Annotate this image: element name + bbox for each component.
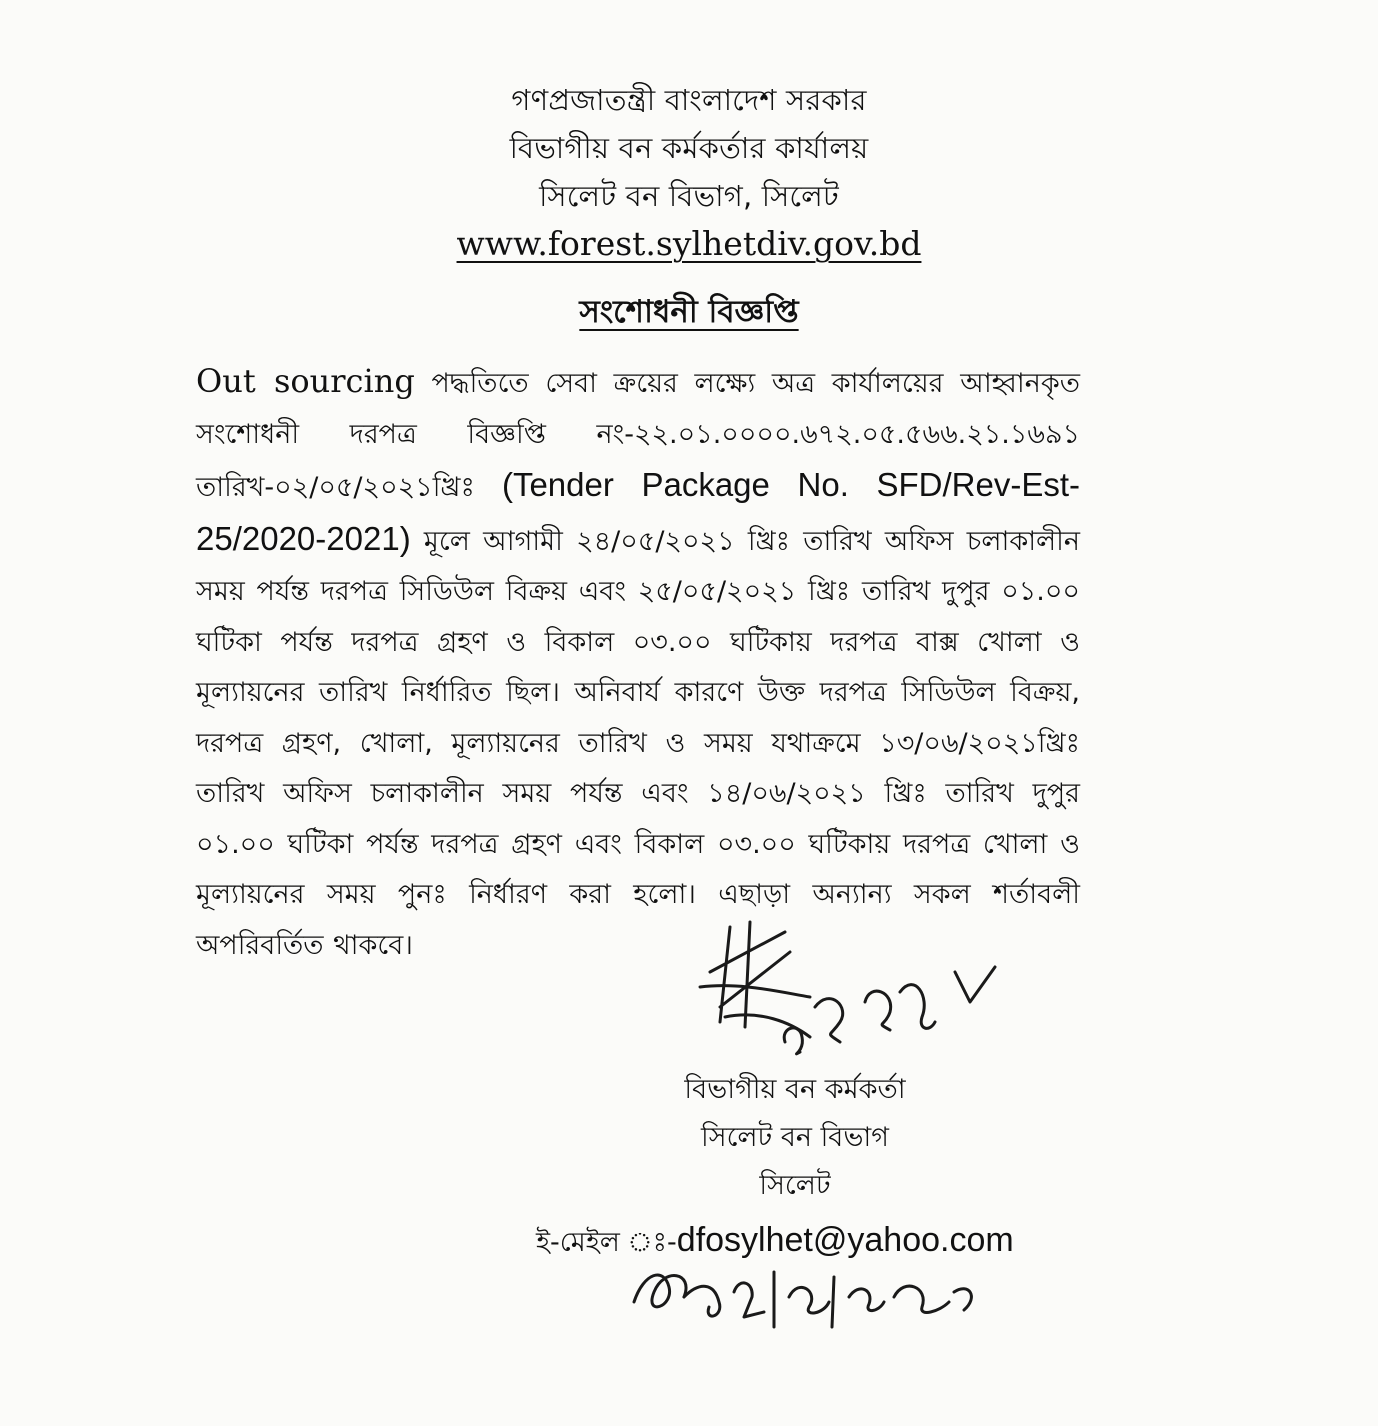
signatory-block bbox=[560, 1066, 1030, 1210]
body-part-tender-package: (Tender Package No. SFD/Rev-Est-25/2020-2021) bbox=[196, 466, 1080, 557]
government-name: গণপ্রজাতন্ত্রী বাংলাদেশ সরকার bbox=[511, 83, 867, 117]
body-part-outsourcing: Out sourcing bbox=[196, 362, 415, 400]
letterhead bbox=[0, 76, 1378, 266]
signatory-office: সিলেট বন বিভাগ bbox=[701, 1122, 889, 1153]
signature-mark bbox=[690, 912, 1010, 1062]
signatory-designation: বিভাগীয় বন কর্মকর্তা bbox=[684, 1074, 906, 1105]
signatory-place: সিলেট bbox=[759, 1170, 831, 1201]
notice-body bbox=[196, 356, 1080, 971]
body-part-reference: পদ্ধতিতে সেবা ক্রয়ের লক্ষ্যে অত্র কার্যালয়ের আহ্বানকৃত সংশোধনী দরপত্র বিজ্ঞপ্তি নং-২২.০১.০০০০.৬৭২.০৫.৫৬৬.২১.১৬৯১ তারিখ-০২/০৫/২০২১খ্রিঃ bbox=[196, 368, 1080, 503]
office-name: বিভাগীয় বন কর্মকর্তার কার্যালয় bbox=[509, 131, 869, 165]
body-part-schedule: মূলে আগামী ২৪/০৫/২০২১ খ্রিঃ তারিখ অফিস চলাকালীন সময় পর্যন্ত দরপত্র সিডিউল বিক্রয় এবং ২৫/০৫/২০২১ খ্রিঃ তারিখ দুপুর ০১.০০ ঘটিকা পর্যন্ত দরপত্র গ্রহণ ও বিকাল ০৩.০০ ঘটিকায় দরপত্র বাক্স খোলা ও মূল্যায়নের তারিখ নির্ধারিত ছিল। অনিবার্য কারণে উক্ত দরপত্র সিডিউল বিক্রয়, দরপত্র গ্রহণ, খোলা, মূল্যায়নের তারিখ ও সময় যথাক্রমে ১৩/০৬/২০২১খ্রিঃ তারিখ অফিস চলাকালীন সময় পর্যন্ত এবং ১৪/০৬/২০২১ খ্রিঃ তারিখ দুপুর ০১.০০ ঘটিকা পর্যন্ত দরপত্র গ্রহণ এবং বিকাল ০৩.০০ ঘটিকায় দরপত্র খোলা ও মূল্যায়নের সময় পুনঃ নির্ধারণ করা হলো। এছাড়া অন্যান্য সকল শর্তাবলী অপরিবর্তিত থাকবে। bbox=[196, 525, 1080, 961]
email-label: ই-মেইল ঃ- bbox=[536, 1227, 677, 1258]
email-address: dfosylhet@yahoo.com bbox=[676, 1221, 1014, 1259]
division-name: সিলেট বন বিভাগ, সিলেট bbox=[539, 179, 839, 213]
notice-title-wrap bbox=[0, 290, 1378, 334]
notice-title: সংশোধনী বিজ্ঞপ্তি bbox=[579, 294, 799, 330]
initial-and-date-mark bbox=[624, 1252, 984, 1332]
website-url: www.forest.sylhetdiv.gov.bd bbox=[456, 224, 922, 263]
